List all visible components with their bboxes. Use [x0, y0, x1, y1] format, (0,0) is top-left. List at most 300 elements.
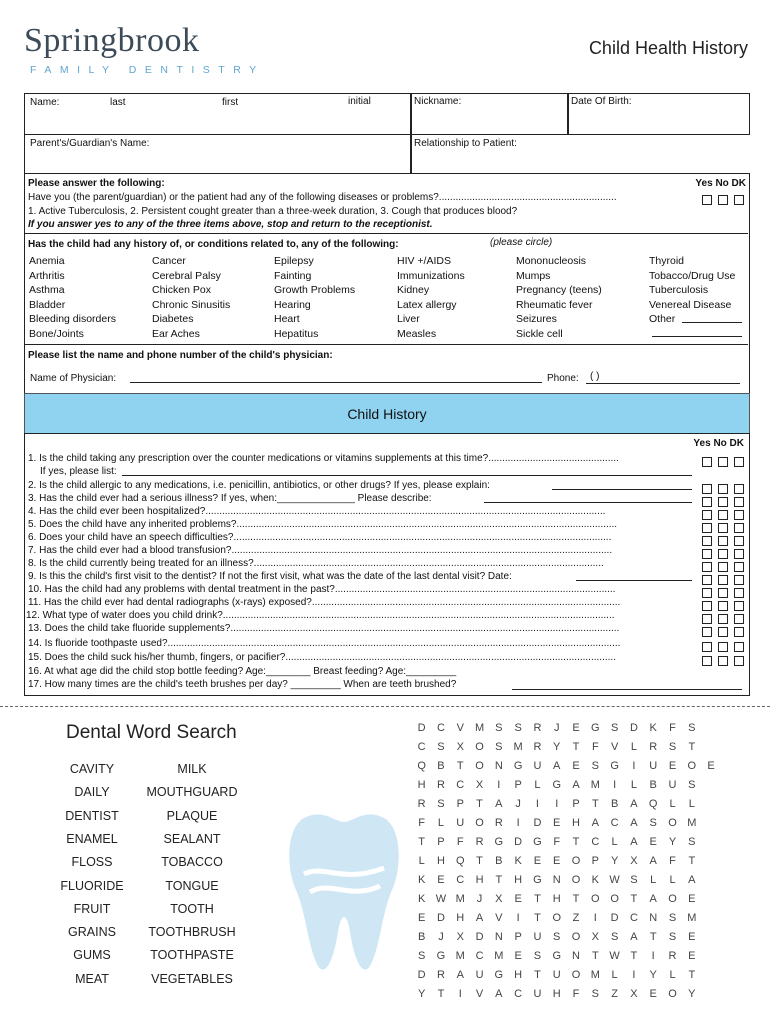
grid-letter[interactable]: A [591, 817, 599, 829]
grid-letter[interactable]: S [553, 931, 561, 943]
grid-letter[interactable]: O [552, 912, 561, 924]
grid-letter[interactable]: E [649, 988, 657, 1000]
grid-letter[interactable]: T [630, 950, 638, 962]
grid-letter[interactable]: N [552, 874, 561, 886]
grid-letter[interactable]: W [609, 950, 620, 962]
grid-letter[interactable]: T [495, 874, 503, 886]
no-checkbox[interactable] [718, 642, 728, 652]
grid-letter[interactable]: E [668, 760, 677, 772]
grid-letter[interactable]: T [534, 969, 541, 981]
grid-letter[interactable]: S [668, 912, 677, 924]
grid-letter[interactable]: I [651, 950, 655, 962]
grid-letter[interactable]: I [516, 912, 520, 924]
dk-checkbox[interactable] [734, 627, 744, 637]
grid-letter[interactable]: M [455, 893, 465, 905]
grid-row [412, 836, 721, 855]
other-line[interactable] [682, 322, 742, 323]
grid-letter[interactable]: G [494, 969, 504, 981]
grid-letter[interactable]: L [650, 874, 657, 886]
grid-letter[interactable]: C [514, 988, 523, 1000]
grid-letter[interactable]: P [572, 798, 580, 810]
grid-letter[interactable]: A [495, 798, 503, 810]
child-question: 7. Has the child ever had a blood transfusion?......................................................................................................................................... [28, 545, 613, 556]
condition[interactable]: Mononucleosis [516, 255, 587, 267]
grid-letter[interactable]: T [688, 969, 696, 981]
condition[interactable]: Tuberculosis [649, 284, 709, 297]
grid-letter[interactable]: F [553, 836, 561, 848]
grid-letter[interactable]: C [629, 912, 638, 924]
grid-letter[interactable]: P [456, 798, 464, 810]
grid-letter[interactable]: C [456, 874, 465, 886]
dk-checkbox[interactable] [734, 195, 744, 205]
grid-letter[interactable]: E [533, 855, 542, 867]
grid-letter[interactable]: O [668, 893, 677, 905]
phone-label: Phone: [547, 373, 579, 384]
grid-letter[interactable]: D [417, 722, 426, 734]
grid-letter[interactable]: S [495, 722, 503, 734]
grid-letter[interactable]: M [474, 722, 485, 734]
grid-letter[interactable]: O [475, 741, 484, 753]
grid-letter[interactable]: M [590, 779, 600, 791]
grid-letter[interactable]: J [438, 931, 444, 943]
conditions-col-3 [274, 254, 355, 342]
condition[interactable]: Growth Problems [274, 284, 356, 297]
grid-letter[interactable]: G [533, 836, 542, 848]
grid-letter[interactable]: O [591, 893, 600, 905]
grid-letter[interactable]: R [668, 950, 677, 962]
grid-row [412, 912, 721, 931]
grid-letter[interactable]: R [533, 722, 542, 734]
grid-letter[interactable]: M [687, 817, 697, 829]
grid-letter[interactable]: H [475, 874, 484, 886]
grid-letter[interactable]: G [513, 760, 523, 772]
grid-letter[interactable]: R [649, 741, 658, 753]
grid-letter[interactable]: V [456, 722, 464, 734]
condition[interactable]: Immunizations [397, 269, 465, 282]
condition[interactable]: HIV +/AIDS [397, 255, 451, 267]
grid-letter[interactable]: P [591, 855, 599, 867]
grid-letter[interactable]: A [688, 874, 696, 886]
grid-letter[interactable]: H [552, 893, 561, 905]
condition[interactable]: Chronic Sinusitis [152, 298, 231, 311]
grid-letter[interactable]: O [571, 855, 581, 867]
grid-letter[interactable]: S [437, 741, 445, 753]
condition[interactable]: Seizures [516, 313, 557, 326]
grid-letter[interactable]: U [533, 760, 542, 772]
grid-letter[interactable]: L [669, 969, 676, 981]
dk-checkbox[interactable] [734, 457, 744, 467]
grid-letter[interactable]: I [458, 988, 462, 1000]
grid-row [412, 950, 721, 969]
grid-letter[interactable]: L [534, 779, 541, 791]
grid-letter[interactable]: C [610, 817, 619, 829]
grid-letter[interactable]: D [610, 912, 619, 924]
grid-letter[interactable]: O [475, 817, 484, 829]
phone-line[interactable] [586, 383, 740, 384]
grid-letter[interactable]: G [591, 722, 600, 734]
grid-letter[interactable]: Q [648, 798, 658, 810]
grid-letter[interactable]: H [514, 874, 523, 886]
grid-letter[interactable]: T [630, 893, 638, 905]
no-checkbox[interactable] [718, 627, 728, 637]
condition[interactable]: Latex allergy [397, 298, 457, 311]
grid-letter[interactable]: B [610, 798, 619, 810]
physician-name-line[interactable] [130, 382, 542, 383]
grid-letter[interactable]: S [688, 779, 696, 791]
answer-line[interactable] [552, 489, 692, 490]
grid-letter[interactable]: S [610, 931, 619, 943]
grid-letter[interactable]: A [475, 912, 484, 924]
grid-letter[interactable]: G [494, 836, 504, 848]
grid-letter[interactable]: R [533, 741, 542, 753]
grid-letter[interactable]: E [688, 950, 696, 962]
grid-letter[interactable]: D [629, 722, 638, 734]
grid-letter[interactable]: G [533, 874, 542, 886]
grid-letter[interactable]: E [688, 931, 696, 943]
grid-letter[interactable]: A [649, 855, 657, 867]
grid-letter[interactable]: V [495, 912, 503, 924]
condition[interactable]: Venereal Disease [649, 298, 732, 311]
grid-letter[interactable]: A [553, 760, 561, 772]
grid-letter[interactable]: R [436, 969, 445, 981]
grid-letter[interactable]: X [475, 779, 484, 791]
phone-parens: ( ) [590, 371, 600, 382]
grid-letter[interactable]: S [417, 950, 426, 962]
condition[interactable]: Epilepsy [274, 255, 314, 267]
grid-letter[interactable]: B [649, 779, 657, 791]
grid-letter[interactable]: T [456, 760, 464, 772]
condition[interactable]: Kidney [397, 284, 430, 297]
grid-letter[interactable]: O [571, 969, 581, 981]
no-checkbox[interactable] [718, 195, 728, 205]
condition[interactable]: Liver [397, 313, 420, 326]
grid-letter[interactable]: C [456, 779, 465, 791]
grid-letter[interactable]: O [571, 874, 581, 886]
grid-letter[interactable]: E [514, 950, 522, 962]
grid-letter[interactable]: T [591, 950, 599, 962]
grid-letter[interactable]: R [494, 817, 503, 829]
grid-letter[interactable]: F [669, 722, 676, 734]
grid-letter[interactable]: E [553, 817, 561, 829]
grid-letter[interactable]: N [649, 912, 658, 924]
circle-note: (please circle) [490, 237, 553, 248]
grid-letter[interactable]: D [417, 969, 426, 981]
grid-letter[interactable]: M [687, 912, 697, 924]
condition[interactable]: Fainting [274, 269, 312, 282]
grid-letter[interactable]: L [630, 741, 637, 753]
grid-letter[interactable]: I [535, 798, 539, 810]
no-checkbox[interactable] [718, 457, 728, 467]
grid-letter[interactable]: D [533, 817, 542, 829]
grid-letter[interactable]: E [649, 836, 657, 848]
grid-letter[interactable]: A [630, 931, 638, 943]
search-word: FRUIT [73, 901, 111, 916]
grid-letter[interactable]: F [418, 817, 426, 829]
grid-letter[interactable]: L [418, 855, 425, 867]
grid-letter[interactable]: W [609, 874, 620, 886]
grid-letter[interactable]: I [613, 779, 617, 791]
grid-letter[interactable]: O [610, 893, 619, 905]
grid-letter[interactable]: X [630, 988, 638, 1000]
grid-letter[interactable]: O [668, 988, 677, 1000]
grid-letter[interactable]: E [553, 855, 561, 867]
grid-letter[interactable]: M [494, 950, 504, 962]
grid-letter[interactable]: E [437, 874, 445, 886]
grid-letter[interactable]: S [591, 760, 599, 772]
grid-letter[interactable]: J [515, 798, 521, 810]
grid-letter[interactable]: E [514, 893, 522, 905]
grid-letter[interactable]: Y [610, 855, 619, 867]
grid-letter[interactable]: C [591, 836, 600, 848]
grid-letter[interactable]: S [649, 817, 657, 829]
grid-letter[interactable]: M [455, 950, 465, 962]
grid-letter[interactable]: H [417, 779, 426, 791]
grid-letter[interactable]: Z [572, 912, 580, 924]
answer-line[interactable] [576, 580, 692, 581]
condition[interactable]: Cancer [152, 255, 186, 267]
grid-letter[interactable]: S [514, 722, 522, 734]
grid-row [412, 722, 721, 741]
grid-letter[interactable]: I [555, 798, 559, 810]
grid-letter[interactable]: S [688, 722, 696, 734]
grid-letter[interactable]: T [688, 741, 696, 753]
condition[interactable]: Asthma [29, 284, 65, 297]
grid-letter[interactable]: T [572, 893, 580, 905]
grid-letter[interactable]: D [514, 836, 523, 848]
grid-letter[interactable]: J [553, 722, 560, 734]
grid-letter[interactable]: U [649, 760, 658, 772]
answer-line[interactable] [484, 502, 692, 503]
grid-letter[interactable]: S [495, 741, 503, 753]
grid-letter[interactable]: P [514, 779, 522, 791]
grid-letter[interactable]: X [495, 893, 503, 905]
grid-letter[interactable]: O [571, 931, 581, 943]
grid-letter[interactable]: T [476, 855, 483, 867]
grid-letter[interactable]: A [456, 969, 464, 981]
grid-letter[interactable]: V [475, 988, 484, 1000]
condition[interactable]: Tobacco/Drug Use [649, 269, 736, 282]
grid-letter[interactable]: O [687, 760, 697, 772]
grid-letter[interactable]: H [456, 912, 465, 924]
grid-letter[interactable]: C [475, 950, 484, 962]
grid-letter[interactable]: X [456, 741, 464, 753]
grid-letter[interactable]: L [669, 798, 676, 810]
condition[interactable]: Other [649, 313, 676, 326]
yes-checkbox[interactable] [702, 642, 712, 652]
grid-letter[interactable]: Q [455, 855, 465, 867]
condition[interactable]: Chicken Pox [152, 284, 211, 297]
grid-letter[interactable]: I [516, 817, 520, 829]
grid-letter[interactable]: R [417, 798, 426, 810]
other-line-2[interactable] [652, 336, 742, 337]
condition[interactable]: Mumps [516, 269, 551, 282]
grid-letter[interactable]: G [436, 950, 446, 962]
grid-letter[interactable]: L [611, 969, 618, 981]
grid-letter[interactable]: U [475, 969, 484, 981]
grid-letter[interactable]: Y [417, 988, 426, 1000]
condition[interactable]: Anemia [29, 255, 65, 267]
grid-letter[interactable]: T [649, 931, 657, 943]
grid-letter[interactable]: Y [553, 741, 561, 753]
condition[interactable]: Ear Aches [152, 327, 200, 340]
grid-letter[interactable]: U [533, 988, 542, 1000]
condition[interactable]: Pregnancy (teens) [516, 284, 602, 297]
grid-letter[interactable]: K [417, 874, 426, 886]
divider [24, 233, 748, 234]
condition[interactable]: Thyroid [649, 255, 685, 267]
disease-checkboxes [696, 191, 744, 209]
grid-letter[interactable]: A [630, 817, 638, 829]
grid-letter[interactable]: T [572, 741, 580, 753]
grid-letter[interactable]: F [572, 988, 580, 1000]
grid-letter[interactable]: T [534, 912, 541, 924]
grid-letter[interactable]: M [590, 969, 600, 981]
condition[interactable]: Bladder [29, 298, 66, 311]
grid-letter[interactable]: Z [611, 988, 618, 1000]
grid-letter[interactable]: U [552, 969, 561, 981]
grid-letter[interactable]: F [591, 741, 599, 753]
grid-letter[interactable]: K [649, 722, 657, 734]
yes-checkbox[interactable] [702, 656, 712, 666]
condition[interactable]: Measles [397, 327, 437, 340]
grid-letter[interactable]: N [494, 760, 503, 772]
condition[interactable]: Sickle cell [516, 327, 563, 340]
grid-letter[interactable]: A [495, 988, 503, 1000]
grid-letter[interactable]: B [437, 760, 445, 772]
grid-letter[interactable]: I [632, 969, 636, 981]
grid-letter[interactable]: T [437, 988, 445, 1000]
grid-letter[interactable]: O [475, 760, 484, 772]
grid-letter[interactable]: P [514, 931, 522, 943]
grid-letter[interactable]: A [572, 779, 580, 791]
grid-letter[interactable]: D [436, 912, 445, 924]
grid-letter[interactable]: A [649, 893, 657, 905]
grid-letter[interactable]: Y [649, 969, 657, 981]
yes-checkbox[interactable] [702, 195, 712, 205]
answer-line[interactable] [512, 689, 742, 690]
grid-letter[interactable]: I [497, 779, 501, 791]
grid-letter[interactable]: O [668, 817, 677, 829]
grid-letter[interactable]: H [552, 988, 561, 1000]
grid-letter[interactable]: E [688, 893, 696, 905]
grid-letter[interactable]: E [572, 722, 580, 734]
grid-letter[interactable]: C [436, 722, 445, 734]
grid-letter[interactable]: S [688, 836, 696, 848]
grid-letter[interactable]: N [572, 950, 580, 962]
grid-letter[interactable]: Y [688, 988, 696, 1000]
grid-letter[interactable]: T [476, 798, 483, 810]
grid-letter[interactable]: T [572, 836, 580, 848]
grid-letter[interactable]: Y [668, 836, 677, 848]
grid-letter[interactable]: H [514, 969, 523, 981]
grid-letter[interactable]: H [572, 817, 580, 829]
grid-letter[interactable]: L [437, 817, 444, 829]
grid-letter[interactable]: A [630, 836, 638, 848]
dk-checkbox[interactable] [734, 656, 744, 666]
grid-letter[interactable]: R [436, 779, 445, 791]
grid-letter[interactable]: U [533, 931, 542, 943]
grid-letter[interactable]: L [611, 836, 618, 848]
grid-letter[interactable]: I [632, 760, 636, 772]
grid-letter[interactable]: G [552, 779, 561, 791]
grid-letter[interactable]: E [707, 760, 715, 772]
grid-letter[interactable]: I [593, 912, 597, 924]
grid-letter[interactable]: E [572, 760, 580, 772]
grid-letter[interactable]: L [688, 798, 695, 810]
grid-letter[interactable]: K [514, 855, 522, 867]
grid-letter[interactable]: S [668, 741, 677, 753]
grid-letter[interactable]: T [418, 836, 426, 848]
grid-letter[interactable]: A [630, 798, 638, 810]
search-word: TOOTHBRUSH [148, 925, 236, 940]
grid-letter[interactable]: S [591, 988, 599, 1000]
grid-letter[interactable]: V [610, 741, 619, 753]
grid-letter[interactable]: S [630, 874, 638, 886]
grid-letter[interactable]: G [610, 760, 619, 772]
grid-letter[interactable]: H [436, 855, 445, 867]
grid-letter[interactable]: Q [417, 760, 426, 772]
grid-letter[interactable]: J [476, 893, 483, 905]
grid-letter[interactable]: L [630, 779, 637, 791]
grid-letter[interactable]: B [495, 855, 503, 867]
grid-letter[interactable]: P [437, 836, 445, 848]
dk-checkbox[interactable] [734, 642, 744, 652]
grid-letter[interactable]: X [591, 931, 599, 943]
grid-letter[interactable]: K [417, 893, 426, 905]
answer-line[interactable] [122, 475, 692, 476]
grid-letter[interactable]: D [475, 931, 484, 943]
grid-letter[interactable]: G [552, 950, 561, 962]
grid-letter[interactable]: T [591, 798, 599, 810]
grid-letter[interactable]: T [534, 893, 541, 905]
condition[interactable]: Hepatitus [274, 327, 319, 340]
grid-letter[interactable]: F [669, 855, 676, 867]
grid-letter[interactable]: U [456, 817, 465, 829]
grid-letter[interactable]: B [417, 931, 426, 943]
grid-letter[interactable]: R [475, 836, 484, 848]
grid-letter[interactable]: M [513, 741, 523, 753]
yes-checkbox[interactable] [702, 627, 712, 637]
grid-letter[interactable]: X [456, 931, 464, 943]
condition[interactable]: Bone/Joints [29, 327, 84, 340]
grid-letter[interactable]: F [456, 836, 464, 848]
grid-letter[interactable]: S [610, 722, 619, 734]
condition[interactable]: Arthritis [29, 269, 65, 282]
yes-checkbox[interactable] [702, 457, 712, 467]
condition[interactable]: Heart [274, 313, 300, 326]
condition[interactable]: Cerebral Palsy [152, 269, 221, 282]
child-question: 8. Is the child currently being treated for an illness?.............................................................................................................................. [28, 558, 604, 569]
condition[interactable]: Hearing [274, 298, 311, 311]
brand-logo: Springbrook [24, 22, 200, 59]
grid-letter[interactable]: S [533, 950, 542, 962]
grid-letter[interactable]: K [591, 874, 599, 886]
condition[interactable]: Bleeding disorders [29, 313, 116, 326]
condition[interactable]: Rheumatic fever [516, 298, 593, 311]
grid-letter[interactable]: U [668, 779, 677, 791]
grid-letter[interactable]: S [668, 931, 677, 943]
no-checkbox[interactable] [718, 656, 728, 666]
grid-letter[interactable]: T [688, 855, 696, 867]
grid-letter[interactable]: N [494, 931, 503, 943]
grid-letter[interactable]: S [437, 798, 445, 810]
grid-letter[interactable]: X [630, 855, 638, 867]
grid-letter[interactable]: E [417, 912, 426, 924]
grid-letter[interactable]: C [417, 741, 426, 753]
grid-letter[interactable]: W [435, 893, 447, 905]
grid-letter[interactable]: L [669, 874, 676, 886]
condition[interactable]: Diabetes [152, 313, 194, 326]
